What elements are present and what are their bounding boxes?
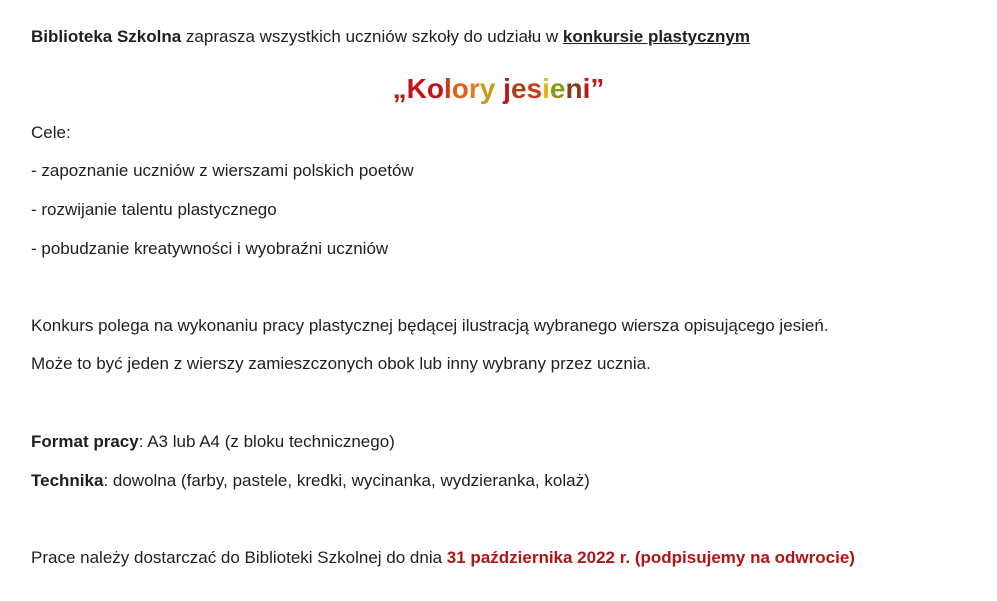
goal-item: - pobudzanie kreatywności i wyobraźni uczniów <box>31 239 389 258</box>
title-letter: s <box>526 73 543 104</box>
technique-line <box>31 470 590 492</box>
goal-item: - rozwijanie talentu plastycznego <box>31 200 277 219</box>
format-line <box>31 431 395 453</box>
title-letter: e <box>549 73 566 104</box>
organizer-name: Biblioteka Szkolna <box>31 27 182 46</box>
contest-type: konkursie plastycznym <box>562 27 750 46</box>
title-letter: o <box>426 73 444 104</box>
title-letter: e <box>510 73 527 104</box>
intro-text: zaprasza wszystkich uczniów szkoły do udziału w <box>181 27 563 46</box>
title-letter: „K <box>392 73 427 104</box>
title-letter <box>495 73 503 104</box>
title-letter: j <box>503 73 511 104</box>
technique-label: Technika <box>31 471 104 490</box>
format-value: : A3 lub A4 (z bloku technicznego) <box>138 432 395 451</box>
deadline-date: 31 października 2022 r. (podpisujemy na odwrocie) <box>446 548 855 567</box>
title-letter: y <box>479 73 496 104</box>
technique-value: : dowolna (farby, pastele, kredki, wycinanka, wydzieranka, kolaż) <box>103 471 590 490</box>
title-letter: r <box>468 73 480 104</box>
title-letter: i <box>542 73 550 104</box>
title-letter: o <box>451 73 469 104</box>
goals-heading: Cele: <box>31 123 71 142</box>
intro-line <box>31 26 750 48</box>
title-letter: l <box>444 73 452 104</box>
contest-title <box>0 72 997 106</box>
title-letter: n <box>565 73 583 104</box>
format-label: Format pracy <box>31 432 139 451</box>
title-letter: i” <box>582 73 605 104</box>
goal-item: - zapoznanie uczniów z wierszami polskich poetów <box>31 161 414 180</box>
deadline-line <box>31 547 855 569</box>
description-line: Konkurs polega na wykonaniu pracy plastycznej będącej ilustracją wybranego wiersza opisującego jesień. <box>31 316 829 335</box>
deadline-text: Prace należy dostarczać do Biblioteki Szkolnej do dnia <box>31 548 447 567</box>
description-line: Może to być jeden z wierszy zamieszczonych obok lub inny wybrany przez ucznia. <box>31 354 651 373</box>
